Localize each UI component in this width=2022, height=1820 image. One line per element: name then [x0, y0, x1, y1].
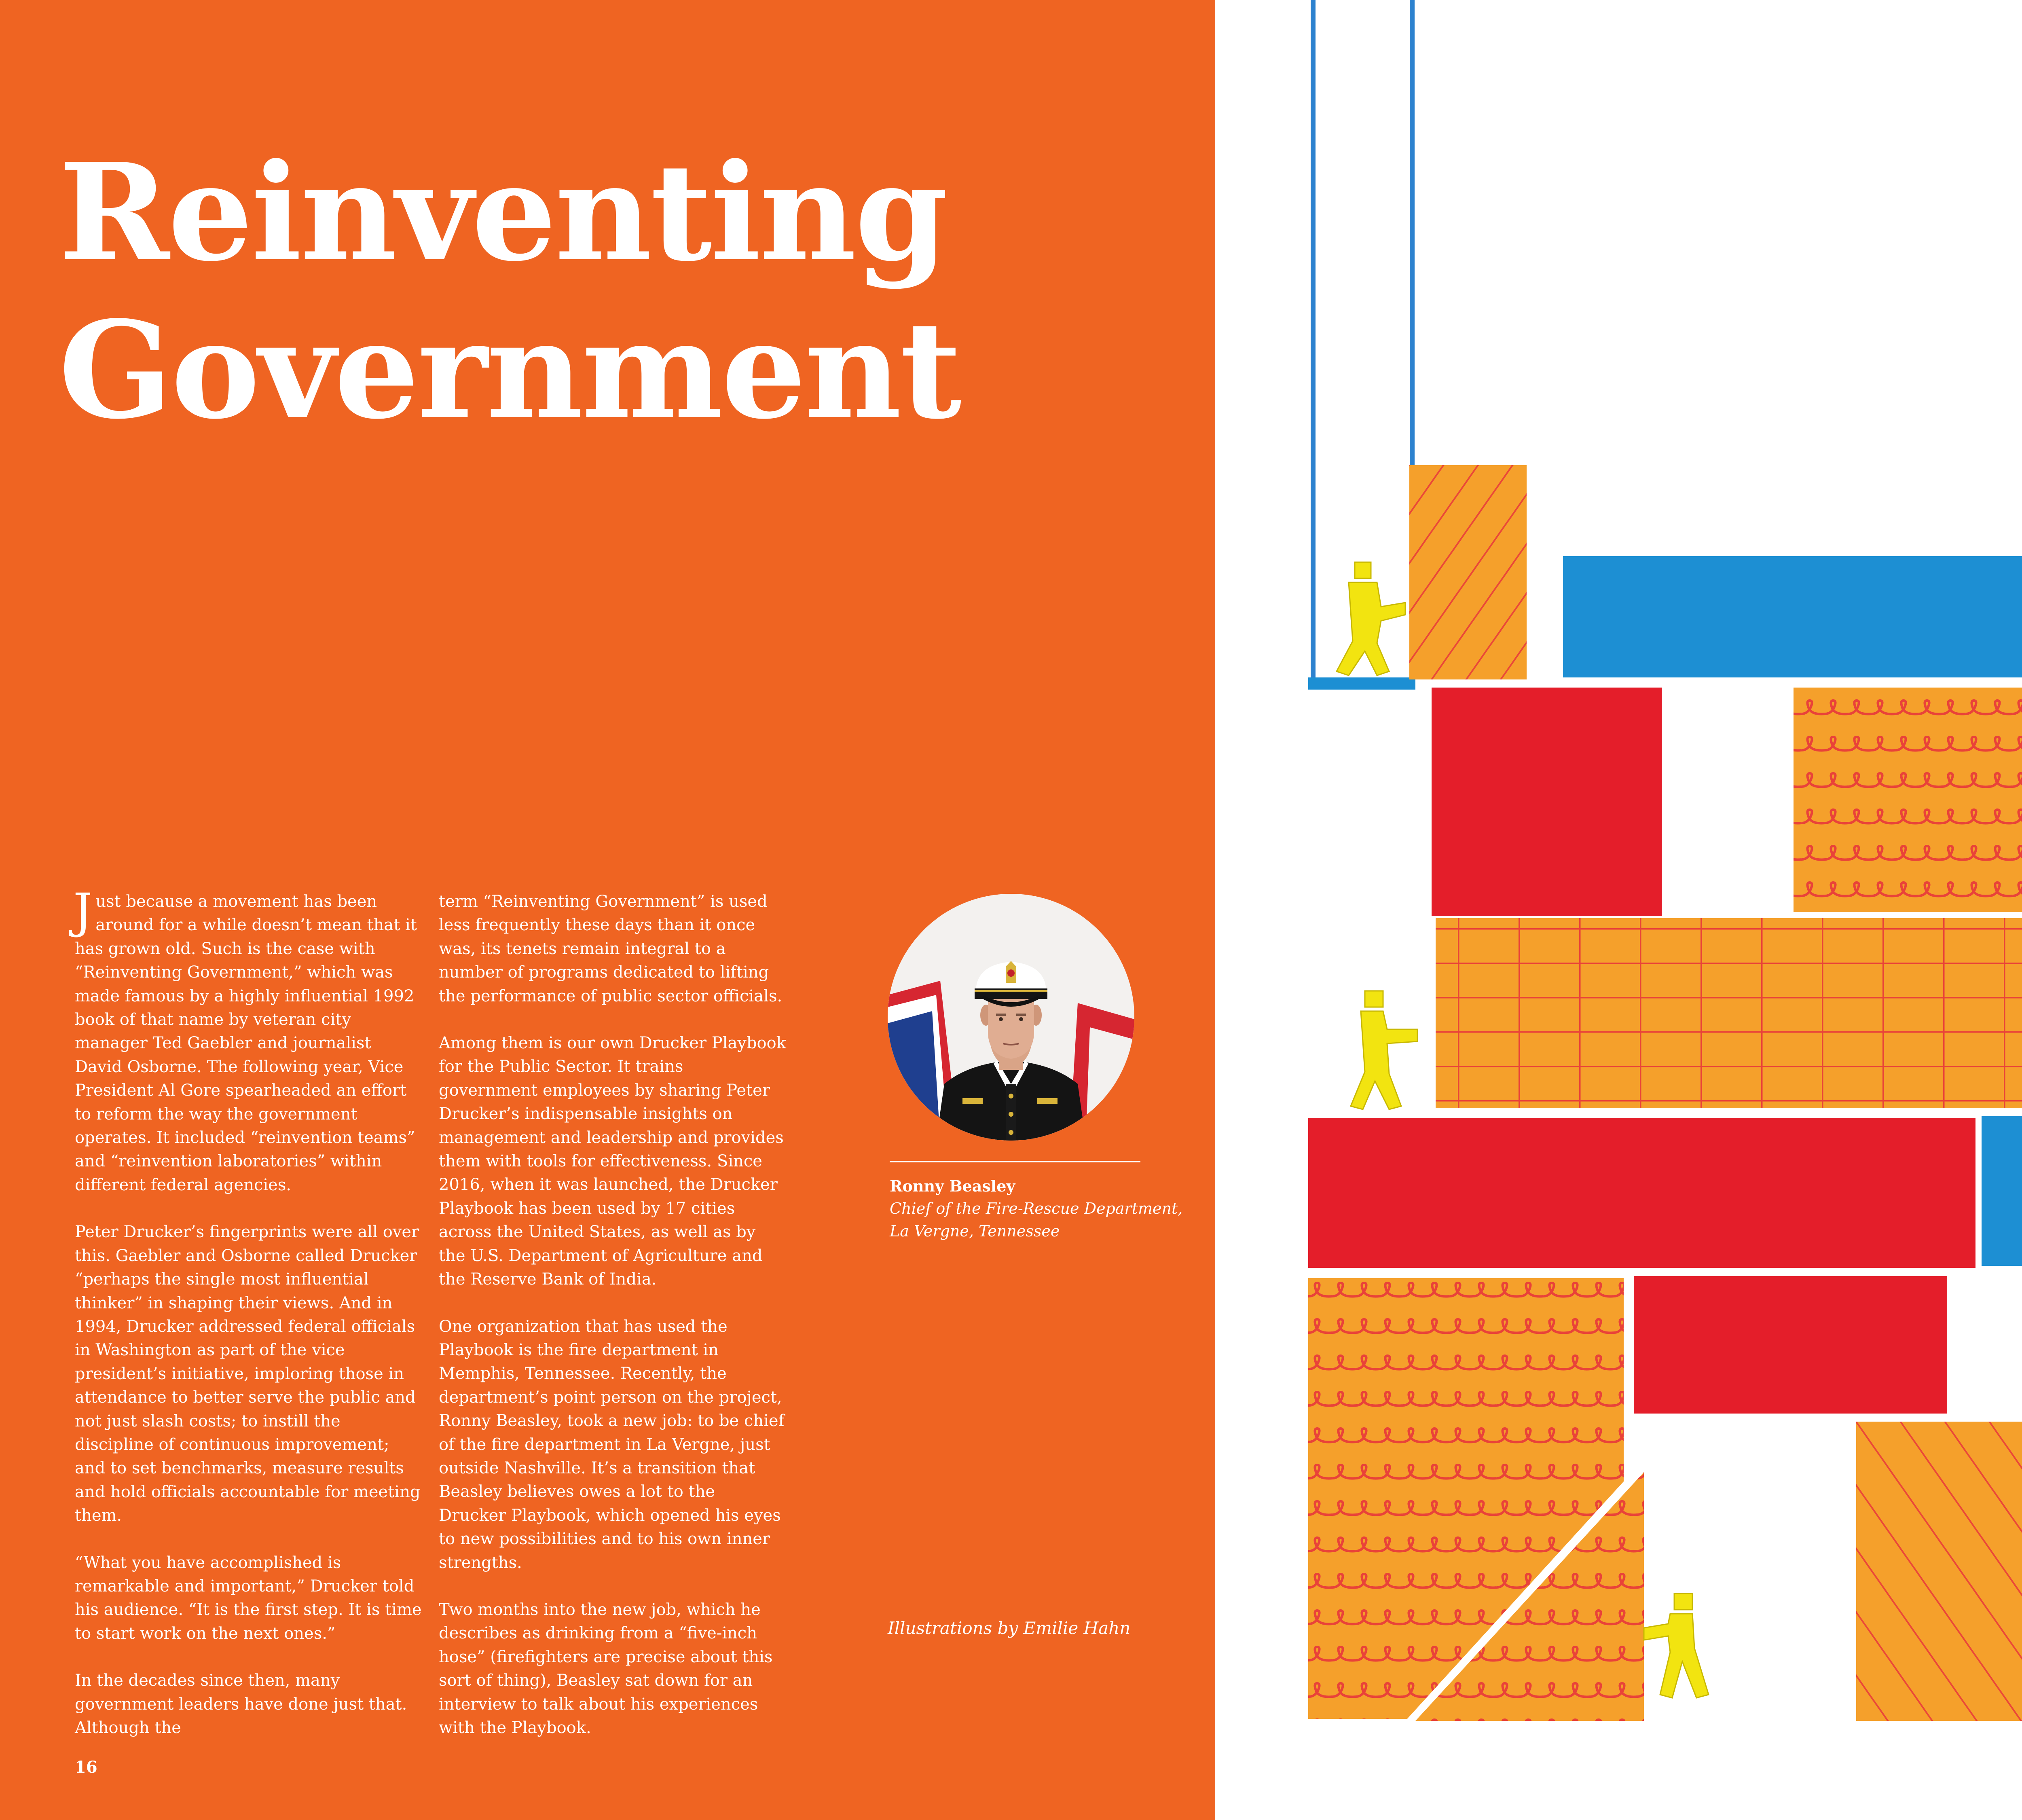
caption-role-line-2: La Vergne, Tennessee	[890, 1222, 1060, 1240]
caption-rule	[890, 1161, 1140, 1162]
title-line-1: Reinventing	[59, 134, 947, 291]
title-line-2: Government	[59, 292, 960, 449]
paragraph	[73, 883, 423, 1197]
paragraph: Two months into the new job, which he describes as drinking from a “five-inch hose” (firefighters are precise about this sort of thing), Beasley sat down for an interview to talk about his experiences with the Playbook.	[439, 1600, 773, 1737]
paragraph: Among them is our own Drucker Playbook for the Public Sector. It trains government employees by sharing Peter Drucker’s indispensable insights on management and leadership and provides them with tools for effectiveness. Since 2016, when it was launched, the Drucker Playbook has been used by 17 cities across the United States, as well as by the U.S. Department of Agriculture and the Reserve Bank of India.	[439, 1034, 786, 1289]
drop-cap: J	[73, 883, 93, 939]
page-number-left: 16	[75, 1758, 97, 1777]
caption-role	[890, 1197, 1197, 1242]
paragraph: term “Reinventing Government” is used less frequently these days than it once was, its tenets remain integral to a number of programs dedicated to lifting the performance of public sector officials.	[439, 892, 783, 1005]
paragraph: Peter Drucker’s fingerprints were all over this. Gaebler and Osborne called Drucker “perhaps the single most influential thinker” in shaping their views. And in 1994, Drucker addressed federal officials in Washington as part of the vice president’s initiative, imploring those in attendance to better serve the public and not just slash costs; to instill the discipline of continuous improvement; and to set benchmarks, measure results and hold officials accountable for meeting them.	[75, 1223, 421, 1525]
illustration-credit: Illustrations by Emilie Hahn	[888, 1618, 1131, 1638]
caption-role-line-1: Chief of the Fire-Rescue Department,	[890, 1200, 1183, 1217]
body-column-2	[439, 890, 787, 1763]
caption-name: Ronny Beasley	[890, 1177, 1015, 1195]
portrait-photo	[888, 894, 1134, 1141]
paragraph: One organization that has used the Playbook is the fire department in Memphis, Tennessee. Recently, the department’s point person on the project, Ronny Beasley, took a new job: to be chief of the fire department in La Vergne, just outside Nashville. It’s a transition that Beasley believes owes a lot to the Drucker Playbook, which opened his eyes to new possibilities and to his own inner strengths.	[439, 1317, 785, 1572]
portrait-illustration	[888, 894, 1134, 1141]
block-illustration	[1215, 0, 2022, 1820]
body-column-1	[73, 883, 423, 1763]
paragraph-text: ust because a movement has been around for a while doesn’t mean that it has grown old. Such is the case with “Reinventing Government,” which was made famous by a highly influential 1992 book of that name by veteran city manager Ted Gaebler and journalist David Osborne. The following year, Vice President Al Gore spearheaded an effort to reform the way the government operates. It included “reinvention teams” and “reinvention laboratories” within different federal agencies.	[75, 892, 417, 1194]
paragraph: In the decades since then, many government leaders have done just that. Although the	[75, 1671, 407, 1737]
article-title	[59, 133, 960, 449]
paragraph: “What you have accomplished is remarkable and important,” Drucker told his audience. “It is the first step. It is time to start work on the next ones.”	[75, 1553, 422, 1643]
right-page	[1215, 0, 2022, 1820]
